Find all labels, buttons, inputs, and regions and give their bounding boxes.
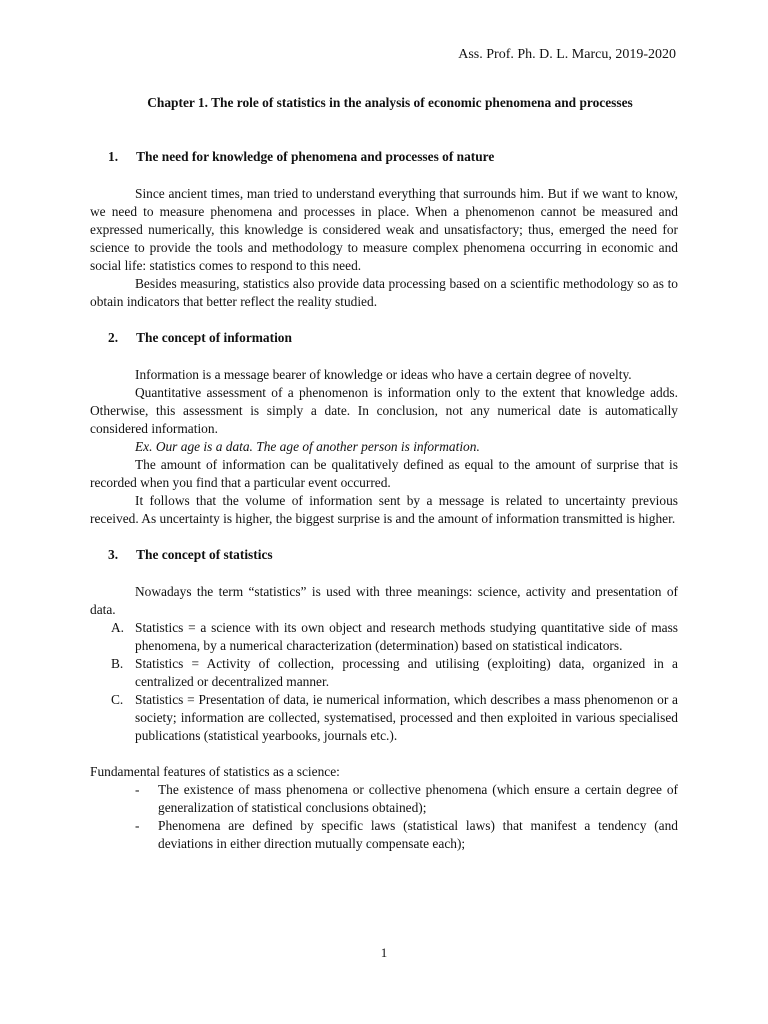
list-marker: A.: [111, 620, 125, 635]
section-heading-text: The concept of information: [136, 330, 292, 345]
paragraph: Information is a message bearer of knowledge or ideas who have a certain degree of novelty.: [135, 367, 632, 382]
document-body: [90, 148, 678, 853]
list-marker: B.: [111, 656, 124, 671]
list-item-text: Phenomena are defined by specific laws (statistical laws) that manifest a tendency (and deviations in either direction mutually compensate each);: [158, 818, 678, 851]
section-heading-2: [90, 329, 678, 347]
page-header-author: Ass. Prof. Ph. D. L. Marcu, 2019-2020: [458, 47, 676, 62]
list-item: [90, 619, 678, 655]
list-item: [90, 691, 678, 745]
section-number: 3.: [108, 547, 119, 562]
list-marker: -: [135, 818, 140, 833]
page-number: 1: [380, 945, 388, 960]
section-heading-text: The need for knowledge of phenomena and processes of nature: [136, 149, 495, 164]
chapter-title: Chapter 1. The role of statistics in the analysis of economic phenomena and processes: [147, 95, 633, 110]
paragraph: The amount of information can be qualitatively defined as equal to the amount of surprise that is recorded when you find that a particular event occurred.: [90, 457, 678, 490]
list-item: [90, 781, 678, 817]
section-heading-text: The concept of statistics: [136, 547, 273, 562]
list-item: [90, 817, 678, 853]
paragraph: Quantitative assessment of a phenomenon is information only to the extent that knowledge adds. Otherwise, this assessment is simply a date. In conclusion, not any numerical date is automatically considered information.: [90, 385, 678, 436]
section-number: 2.: [108, 330, 119, 345]
list-marker: C.: [111, 692, 124, 707]
list-item-text: The existence of mass phenomena or collective phenomena (which ensure a certain degree of generalization of statistical conclusions obtained);: [158, 782, 678, 815]
list-item-text: Statistics = Presentation of data, ie numerical information, which describes a mass phenomenon or a society; information are collected, systematised, processed and then exploited in various specialised publications (statistical yearbooks, journals etc.).: [135, 692, 678, 743]
list-item: [90, 655, 678, 691]
section-heading-3: [90, 546, 678, 564]
paragraph: Besides measuring, statistics also provide data processing based on a scientific methodology so as to obtain indicators that better reflect the reality studied.: [90, 276, 678, 309]
features-intro: Fundamental features of statistics as a science:: [90, 764, 340, 779]
paragraph: Nowadays the term “statistics” is used with three meanings: science, activity and presentation of data.: [90, 584, 678, 617]
paragraph: It follows that the volume of information sent by a message is related to uncertainty previous received. As uncertainty is higher, the biggest surprise is and the amount of information transmitted is higher.: [90, 493, 678, 526]
list-marker: -: [135, 782, 140, 797]
paragraph: Since ancient times, man tried to understand everything that surrounds him. But if we want to know, we need to measure phenomena and processes in place. When a phenomenon cannot be measured and expressed numerically, this knowledge is considered weak and unsatisfactory; thus, emerged the need for science to provide the tools and methodology to measure complex phenomena occurring in economic and social life: statistics comes to respond to this need.: [90, 186, 678, 273]
list-item-text: Statistics = a science with its own object and research methods studying quantitative side of mass phenomena, by a numerical characterization (determination) based on statistical indicators.: [135, 620, 678, 653]
section-heading-1: [90, 148, 678, 166]
example-paragraph: Ex. Our age is a data. The age of another person is information.: [135, 439, 480, 454]
list-item-text: Statistics = Activity of collection, processing and utilising (exploiting) data, organized in a centralized or decentralized manner.: [135, 656, 678, 689]
section-number: 1.: [108, 149, 119, 164]
